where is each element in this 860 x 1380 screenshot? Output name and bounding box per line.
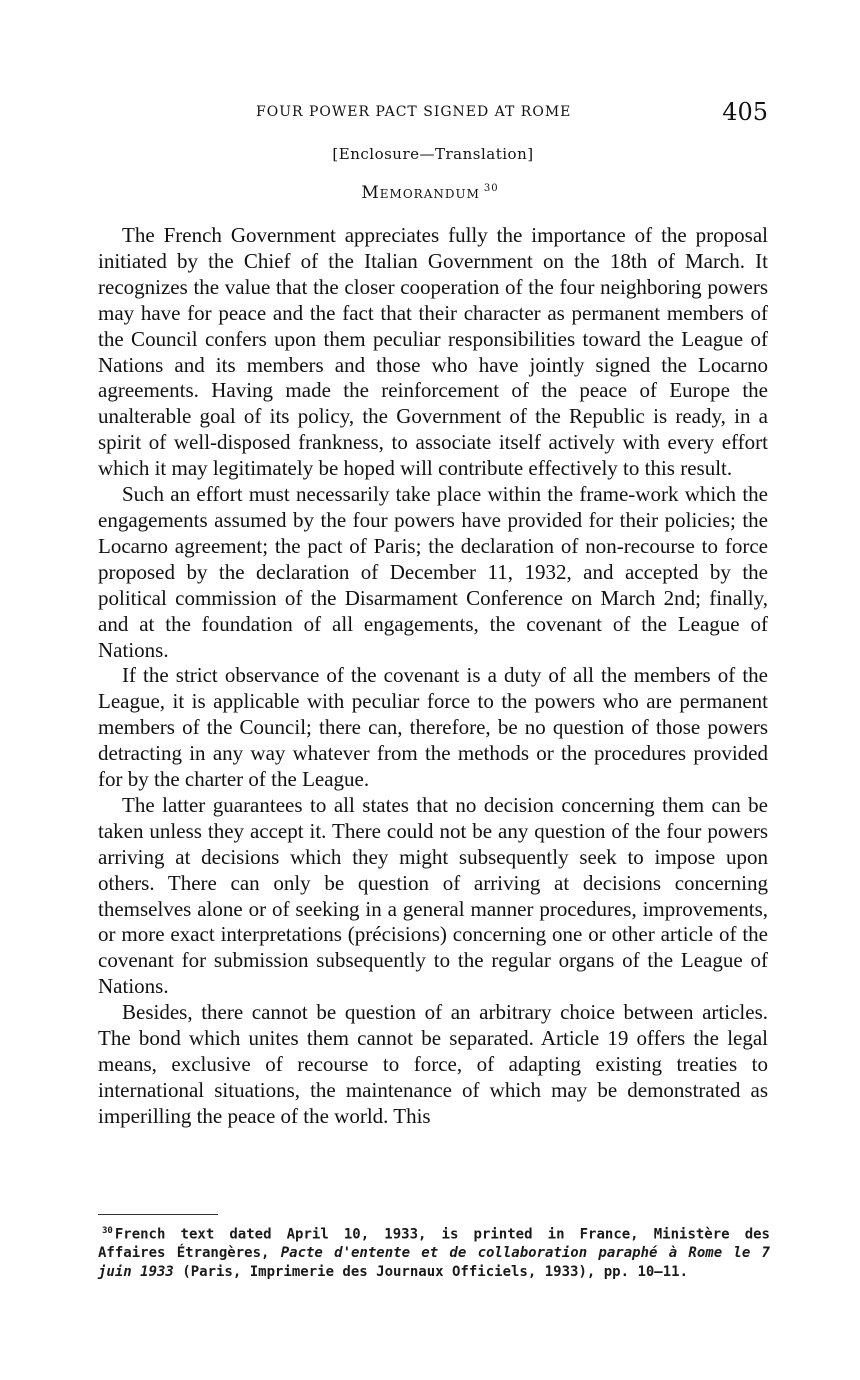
footnote-number: 30 [102,1226,113,1236]
paragraph-5: Besides, there cannot be question of an arbitrary choice between articles. The bond which unites them cannot be separated. Article 19 offers the legal means, exclusive of recourse to force, of adapting existing treaties to international situations, the maintenance of which may be demonstrated as imperilling the peace of the world. This [98,1000,768,1128]
memo-title [0,183,860,203]
paragraph-3: If the strict observance of the covenant is a duty of all the members of the League, it is applicable with peculiar force to the powers who are permanent members of the Council; there can, therefore, be no question of those powers detracting in any way whatever from the methods or the procedures provided for by the charter of the League. [98,663,768,792]
page-number: 405 [722,98,768,126]
paragraph-4: The latter guarantees to all states that no decision concerning them can be taken unless they accept it. There could not be any question of the four powers arriving at decisions which they might subsequently seek to impose upon others. There can only be question of arriving at decisions concerning themselves alone or of seeking in a general manner procedures, improvements, or more exact interpretations (précisions) concerning one or other article of the covenant for submission subsequently to the regular organs of the League of Nations. [98,792,768,999]
footnote-text-before: French text dated April 10, 1933, is printed in France, Ministère des Affaires Étrangères, [98,1226,770,1262]
running-title: FOUR POWER PACT SIGNED AT ROME [256,104,572,120]
paragraph-2: Such an effort must necessarily take place within the frame-work which the engagements assumed by the four powers have provided for their policies; the Locarno agreement; the pact of Paris; the declaration of non-recourse to force proposed by the declaration of December 11, 1932, and accepted by the political commission of the Disarmament Conference on March 2nd; finally, and at the foundation of all engagements, the covenant of the League of Nations. [98,482,768,662]
paragraph-1: The French Government appreciates fully the importance of the proposal initiated by the Chief of the Italian Government on the 18th of March. It recognizes the value that the closer cooperation of the four neighboring powers may have for peace and the fact that their character as permanent members of the Council confers upon them peculiar responsibilities toward the League of Nations and its members and those who have jointly signed the Locarno agreements. Having made the reinforcement of the peace of Europe the unalterable goal of its policy, the Government of the Republic is ready, in a spirit of well-disposed frankness, to associate itself actively with every effort which it may legitimately be hoped will contribute effectively to this result. [98,223,768,481]
enclosure-label: [Enclosure—Translation] [332,145,534,163]
memo-title-text: Memorandum [361,183,480,203]
running-head [96,100,768,124]
footnote [98,1222,770,1281]
footnote-italic-title: Pacte d'entente et de collaboration paraphé à Rome le 7 juin 1933 [98,1245,770,1280]
memo-body [98,223,768,1130]
footnote-text-after: (Paris, Imprimerie des Journaux Officiels, 1933), pp. 10–11. [173,1263,689,1280]
footnote-reference: 30 [483,183,499,195]
footnote-divider [98,1214,218,1215]
